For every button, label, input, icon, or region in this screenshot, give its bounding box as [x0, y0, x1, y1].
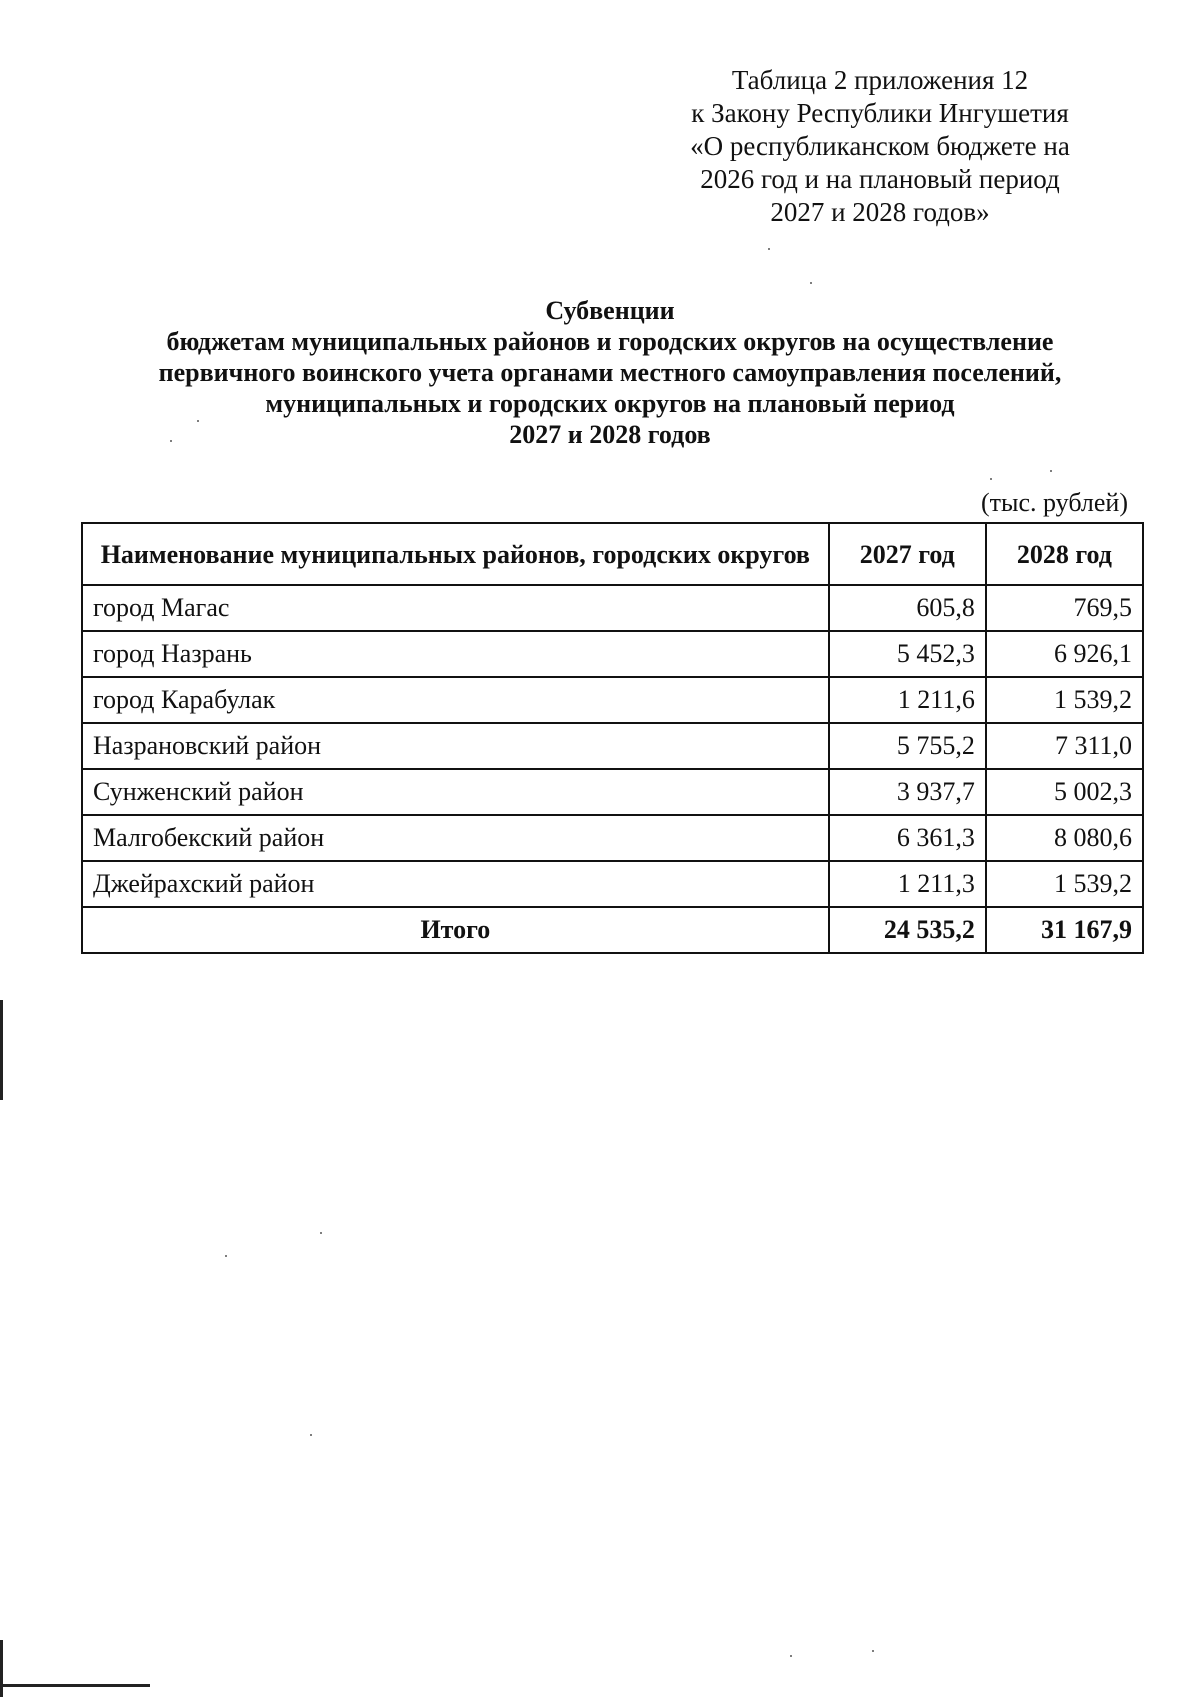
title-line: Субвенции	[545, 296, 675, 325]
title-line: бюджетам муниципальных районов и городских округов на осуществление	[166, 327, 1054, 356]
scan-speck	[310, 1434, 312, 1436]
row-value-2027: 5 452,3	[829, 631, 986, 677]
row-name: Джейрахский район	[82, 861, 829, 907]
title-line: 2027 и 2028 годов	[509, 420, 711, 449]
header-2028: 2028 год	[986, 523, 1143, 585]
scan-edge-mark	[0, 1000, 3, 1100]
scan-speck	[1050, 470, 1052, 472]
title-line: муниципальных и городских округов на плановый период	[265, 389, 955, 418]
scan-speck	[225, 1255, 227, 1257]
total-row	[82, 907, 1143, 953]
scan-edge-mark	[0, 1640, 3, 1697]
row-value-2028: 1 539,2	[986, 677, 1143, 723]
scan-speck	[872, 1650, 874, 1652]
total-value-2027: 24 535,2	[829, 907, 986, 953]
annex-line: 2026 год и на плановый период	[700, 164, 1060, 194]
document-title	[60, 295, 1160, 450]
row-value-2027: 3 937,7	[829, 769, 986, 815]
scan-speck	[170, 440, 172, 442]
total-label: Итого	[82, 907, 829, 953]
scan-speck	[197, 420, 199, 422]
row-value-2027: 1 211,6	[829, 677, 986, 723]
row-value-2028: 8 080,6	[986, 815, 1143, 861]
row-name: город Назрань	[82, 631, 829, 677]
total-value-2028: 31 167,9	[986, 907, 1143, 953]
row-value-2028: 769,5	[986, 585, 1143, 631]
row-value-2027: 605,8	[829, 585, 986, 631]
table-row	[82, 861, 1143, 907]
scan-speck	[768, 248, 770, 250]
table-row	[82, 769, 1143, 815]
row-name: город Магас	[82, 585, 829, 631]
row-value-2027: 5 755,2	[829, 723, 986, 769]
units-label: (тыс. рублей)	[980, 488, 1128, 517]
scan-speck	[810, 282, 812, 284]
scan-speck	[990, 478, 992, 480]
scan-speck	[320, 1232, 322, 1234]
table-row	[82, 677, 1143, 723]
annex-line: 2027 и 2028 годов»	[770, 197, 990, 227]
header-name: Наименование муниципальных районов, городских округов	[82, 523, 829, 585]
header-2027: 2027 год	[829, 523, 986, 585]
annex-line: Таблица 2 приложения 12	[731, 65, 1029, 95]
row-value-2028: 1 539,2	[986, 861, 1143, 907]
row-name: город Карабулак	[82, 677, 829, 723]
table-row	[82, 723, 1143, 769]
title-line: первичного воинского учета органами местного самоуправления поселений,	[158, 358, 1062, 387]
subventions-table	[81, 522, 1144, 954]
row-value-2028: 5 002,3	[986, 769, 1143, 815]
row-name: Малгобекский район	[82, 815, 829, 861]
scan-speck	[790, 1655, 792, 1657]
table-row	[82, 815, 1143, 861]
annex-line: «О республиканском бюджете на	[690, 131, 1070, 161]
row-value-2027: 6 361,3	[829, 815, 986, 861]
annex-line: к Закону Республики Ингушетия	[691, 98, 1069, 128]
annex-reference	[640, 64, 1120, 229]
table-row	[82, 631, 1143, 677]
row-value-2028: 7 311,0	[986, 723, 1143, 769]
table-header-row	[82, 523, 1143, 585]
row-value-2028: 6 926,1	[986, 631, 1143, 677]
table-row	[82, 585, 1143, 631]
scan-bottom-mark	[0, 1684, 150, 1687]
row-name: Назрановский район	[82, 723, 829, 769]
row-name: Сунженский район	[82, 769, 829, 815]
row-value-2027: 1 211,3	[829, 861, 986, 907]
